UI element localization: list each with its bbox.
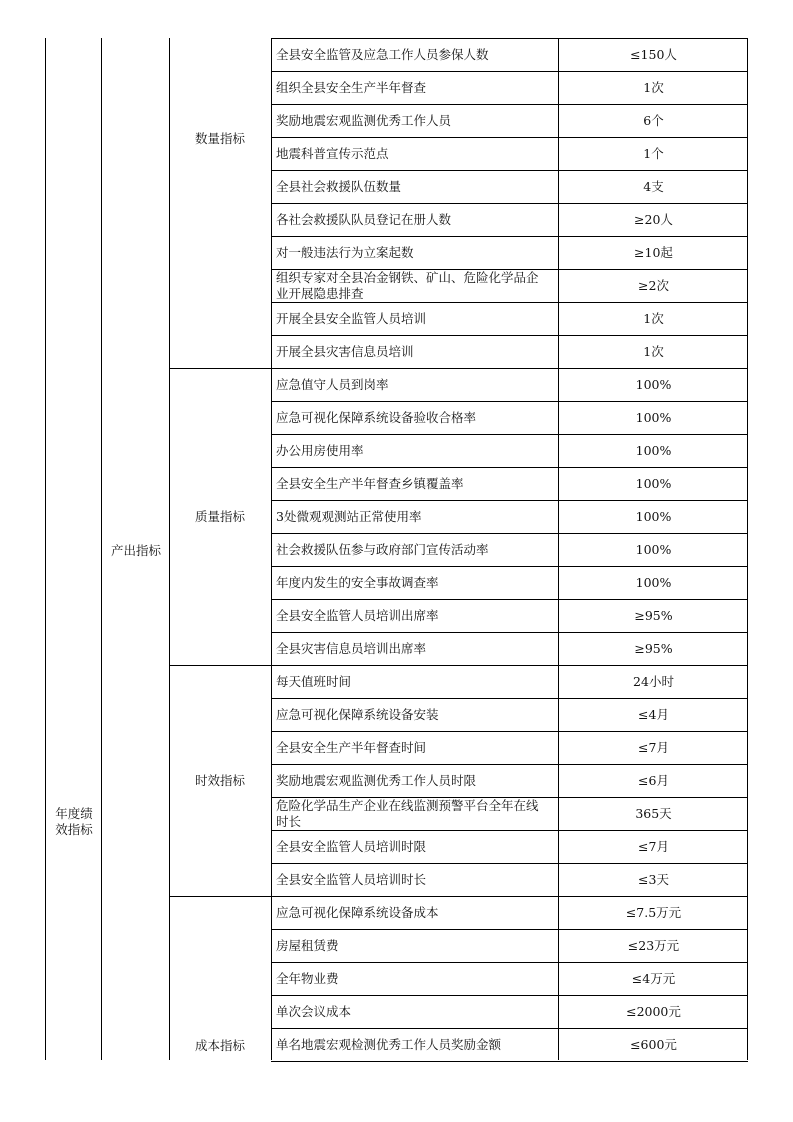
indicator-cell: 年度内发生的安全事故调查率 bbox=[276, 575, 439, 590]
indicator-cell: 单名地震宏观检测优秀工作人员奖励金额 bbox=[276, 1037, 502, 1052]
value-cell: 1次 bbox=[643, 311, 664, 326]
value-cell: ≤2000元 bbox=[626, 1004, 681, 1019]
value-cell: ≤150人 bbox=[630, 47, 677, 62]
row-divider bbox=[271, 500, 748, 501]
value-cell: ≤23万元 bbox=[627, 938, 680, 953]
value-cell: ≤600元 bbox=[630, 1037, 677, 1052]
row-divider bbox=[271, 566, 748, 567]
value-cell: 6个 bbox=[643, 113, 664, 128]
group-divider bbox=[169, 368, 271, 369]
row-divider bbox=[271, 698, 748, 699]
indicator-cell: 全县安全监管及应急工作人员参保人数 bbox=[276, 47, 489, 62]
value-cell: ≥95% bbox=[634, 608, 673, 623]
row-divider bbox=[271, 104, 748, 105]
indicator-cell: 3处微观观测站正常使用率 bbox=[276, 509, 422, 524]
value-cell: ≤4月 bbox=[638, 707, 669, 722]
row-divider bbox=[271, 170, 748, 171]
row-divider bbox=[271, 71, 748, 72]
value-cell: ≤7月 bbox=[638, 839, 669, 854]
indicator-cell: 全县安全监管人员培训出席率 bbox=[276, 608, 439, 623]
indicator-cell: 组织全县安全生产半年督查 bbox=[276, 80, 427, 95]
row-divider bbox=[271, 896, 748, 897]
value-cell: 4支 bbox=[643, 179, 664, 194]
table-top-border bbox=[271, 38, 748, 39]
row-divider bbox=[271, 665, 748, 666]
row-divider bbox=[271, 335, 748, 336]
value-cell: 1个 bbox=[643, 146, 664, 161]
row-divider bbox=[271, 203, 748, 204]
value-cell: 100% bbox=[635, 542, 672, 557]
indicator-cell: 各社会救援队队员登记在册人数 bbox=[276, 212, 452, 227]
category-label: 数量指标 bbox=[194, 131, 245, 146]
value-cell: ≥95% bbox=[634, 641, 673, 656]
row-divider bbox=[271, 764, 748, 765]
indicator-cell: 地震科普宣传示范点 bbox=[276, 146, 389, 161]
category-label: 时效指标 bbox=[194, 773, 245, 788]
level2-label bbox=[102, 543, 170, 559]
value-cell: 100% bbox=[635, 509, 672, 524]
level2-label-text: 产出指标 bbox=[110, 543, 161, 558]
value-cell: ≤3天 bbox=[638, 872, 669, 887]
group-divider bbox=[169, 896, 271, 897]
indicator-cell: 全县安全生产半年督查乡镇覆盖率 bbox=[276, 476, 464, 491]
row-divider bbox=[271, 863, 748, 864]
value-cell: 24小时 bbox=[633, 674, 674, 689]
row-divider bbox=[271, 467, 748, 468]
row-divider bbox=[271, 1028, 748, 1029]
row-divider bbox=[271, 995, 748, 996]
value-cell: 1次 bbox=[643, 80, 664, 95]
row-divider bbox=[271, 830, 748, 831]
indicator-cell: 全县社会救援队伍数量 bbox=[276, 179, 402, 194]
value-cell: 365天 bbox=[635, 806, 672, 821]
row-divider bbox=[271, 962, 748, 963]
row-divider bbox=[271, 533, 748, 534]
indicator-cell: 办公用房使用率 bbox=[276, 443, 364, 458]
indicator-cell: 对一般违法行为立案起数 bbox=[276, 245, 414, 260]
category-label: 质量指标 bbox=[194, 509, 245, 524]
row-divider bbox=[271, 434, 748, 435]
group-divider bbox=[169, 665, 271, 666]
level1-label-text: 年度绩 效指标 bbox=[55, 806, 93, 837]
row-divider bbox=[271, 236, 748, 237]
row-divider bbox=[271, 731, 748, 732]
row-divider bbox=[271, 1061, 748, 1062]
indicator-cell: 奖励地震宏观监测优秀工作人员时限 bbox=[276, 773, 477, 788]
indicator-cell: 开展全县安全监管人员培训 bbox=[276, 311, 427, 326]
indicator-cell: 应急值守人员到岗率 bbox=[276, 377, 389, 392]
indicator-cell: 社会救援队伍参与政府部门宣传活动率 bbox=[276, 542, 489, 557]
indicator-cell: 全年物业费 bbox=[276, 971, 339, 986]
value-cell: 100% bbox=[635, 443, 672, 458]
indicator-cell: 应急可视化保障系统设备安装 bbox=[276, 707, 439, 722]
indicator-cell: 全县安全生产半年督查时间 bbox=[276, 740, 427, 755]
indicator-cell: 全县安全监管人员培训时限 bbox=[276, 839, 427, 854]
table-border-right bbox=[747, 38, 748, 1060]
value-cell: 100% bbox=[635, 476, 672, 491]
indicator-cell: 奖励地震宏观监测优秀工作人员 bbox=[276, 113, 452, 128]
indicator-cell: 开展全县灾害信息员培训 bbox=[276, 344, 414, 359]
indicator-cell: 全县灾害信息员培训出席率 bbox=[276, 641, 427, 656]
value-cell: ≤7.5万元 bbox=[625, 905, 682, 920]
row-divider bbox=[271, 599, 748, 600]
level1-label bbox=[46, 806, 102, 838]
indicator-cell: 房屋租赁费 bbox=[276, 938, 339, 953]
indicator-cell: 危险化学品生产企业在线监测预警平台全年在线 时长 bbox=[276, 798, 539, 829]
value-cell: ≤6月 bbox=[638, 773, 669, 788]
row-divider bbox=[271, 137, 748, 138]
value-cell: ≥20人 bbox=[634, 212, 673, 227]
value-cell: ≤4万元 bbox=[631, 971, 676, 986]
row-divider bbox=[271, 632, 748, 633]
value-cell: 100% bbox=[635, 575, 672, 590]
table-border-left bbox=[45, 38, 46, 1060]
indicator-cell: 应急可视化保障系统设备验收合格率 bbox=[276, 410, 477, 425]
table-divider-value bbox=[558, 38, 559, 1060]
category-label: 成本指标 bbox=[194, 1038, 245, 1053]
indicator-cell: 单次会议成本 bbox=[276, 1004, 352, 1019]
indicator-cell: 组织专家对全县冶金钢铁、矿山、危险化学品企 业开展隐患排查 bbox=[276, 270, 539, 301]
value-cell: 100% bbox=[635, 377, 672, 392]
value-cell: 1次 bbox=[643, 344, 664, 359]
indicator-cell: 每天值班时间 bbox=[276, 674, 352, 689]
row-divider bbox=[271, 929, 748, 930]
indicator-cell: 全县安全监管人员培训时长 bbox=[276, 872, 427, 887]
table-divider-indicator bbox=[271, 38, 272, 1060]
value-cell: ≥2次 bbox=[638, 278, 669, 293]
value-cell: 100% bbox=[635, 410, 672, 425]
row-divider bbox=[271, 302, 748, 303]
row-divider bbox=[271, 401, 748, 402]
indicator-cell: 应急可视化保障系统设备成本 bbox=[276, 905, 439, 920]
value-cell: ≤7月 bbox=[638, 740, 669, 755]
row-divider bbox=[271, 368, 748, 369]
value-cell: ≥10起 bbox=[634, 245, 673, 260]
